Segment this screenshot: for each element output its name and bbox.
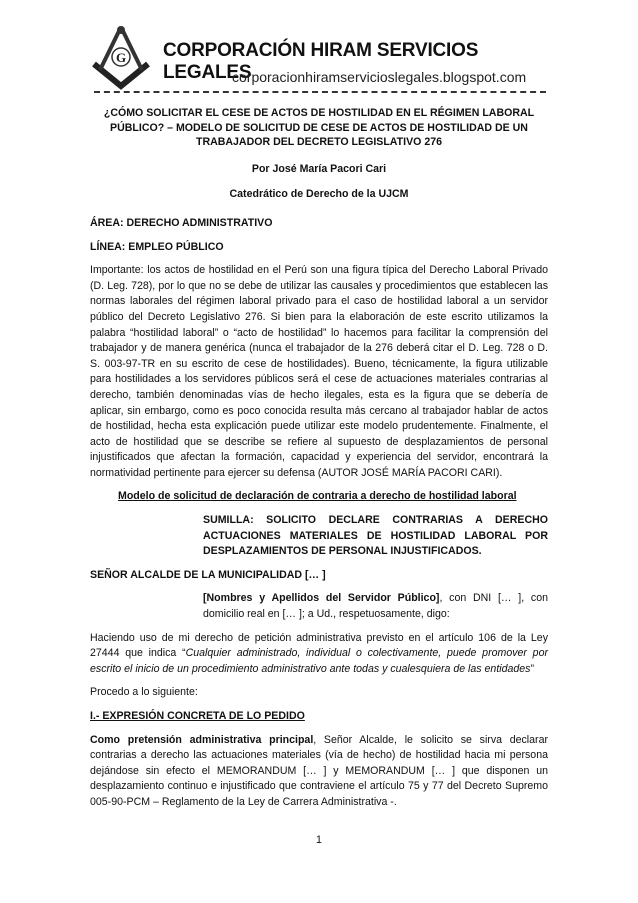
pretension-text: , Señor Alcalde, le solicito se sirva declarar contrarias a derecho las actuaciones materiales (vía de hecho) de hostilidad hacia mi persona dejándose sin efecto el MEMORANDUM [… ] y MEMORANDUM [… ] que disponen un desplazamiento continuo e injustificado que contraviene el artículo 75 y 77 del Decreto Supremo 005-90-PCM – Reglamento de la Ley de Carrera Administrativa -. bbox=[90, 733, 548, 808]
document-title: ¿CÓMO SOLICITAR EL CESE DE ACTOS DE HOSTILIDAD EN EL RÉGIMEN LABORAL PÚBLICO? – MODELO DE SOLICITUD DE CESE DE ACTOS DE HOSTILIDAD DE UN TRABAJADOR DEL DECRETO LEGISLATIVO 276 bbox=[103, 107, 535, 149]
pretension-paragraph bbox=[90, 733, 548, 811]
author-role: Catedrático de Derecho de la UJCM bbox=[229, 188, 409, 201]
sumilla-block: SUMILLA: SOLICITO DECLARE CONTRARIAS A DERECHO ACTUACIONES MATERIALES DE HOSTILIDAD LABORAL POR DESPLAZAMIENTOS DE PERSONAL INJUSTIFICADOS. bbox=[203, 514, 548, 558]
section-heading: I.- EXPRESIÓN CONCRETA DE LO PEDIDO bbox=[90, 710, 305, 722]
author-line: Por José María Pacori Cari bbox=[251, 162, 387, 175]
petition-close: ” bbox=[530, 662, 535, 675]
model-title: Modelo de solicitud de declaración de contraria a derecho de hostilidad laboral bbox=[118, 490, 517, 503]
sender-details: , con DNI [… ], con domicilio real en [… ]; a Ud., respetuosamente, digo: bbox=[203, 592, 548, 621]
proceed-line: Procedo a lo siguiente: bbox=[90, 686, 198, 699]
sender-name: [Nombres y Apellidos del Servidor Público] bbox=[203, 592, 440, 605]
pretension-label: Como pretensión administrativa principal bbox=[90, 733, 314, 746]
petition-quote: Cualquier administrado, individual o colectivamente, puede promover por escrito el inicio de un procedimiento administrativo ante todas y cualesquiera de las entidades bbox=[90, 647, 548, 675]
brand-url[interactable]: corporacionhiramservicioslegales.blogspot.com bbox=[232, 69, 527, 85]
document-body bbox=[90, 106, 548, 819]
importante-paragraph: Importante: los actos de hostilidad en el Perú son una figura típica del Derecho Laboral Privado (D. Leg. 728), por lo que no se debe de utilizar las causales y procedimientos que establecen las normas laborales del régimen laboral privado para el caso de hostilidad laboral a un servidor público del Decreto Legislativo 276. Si bien para la elaboración de este escrito utilizamos la palabra “hostilidad laboral” o “acto de hostilidad” lo hacemos para facilitar la comprensión del trabajador y de manera genérica (nunca el trabajador de la 276 deberá citar el D. Leg. 728 o D. S. 003-97-TR en su escrito de cese de hostilidades). Bueno, técnicamente, la figura utilizable para hostilidades a los servidores públicos será el cese de actuaciones materiales contrarias al derecho, también denominadas vías de hecho ilegales, esta es la figura que se debería de aplicar, sin embargo, como es poco conocida resulta más cercano al trabajador hablar de actos de hostilidad, hecha esta explicación puede utilizar este modelo prudentemente. Finalmente, el acto de hostilidad que se describe se refiere al supuesto de desplazamientos de personal injustificados que afectan la formación, capacidad y experiencia del servidor, encontrará la normatividad pertinente para ejercer su defensa (AUTOR JOSÉ MARÍA PACORI CARI). bbox=[90, 264, 548, 479]
square-and-compass-icon bbox=[88, 24, 154, 90]
petition-paragraph bbox=[90, 631, 548, 678]
page-number: 1 bbox=[316, 834, 322, 846]
brand-title: CORPORACIÓN HIRAM SERVICIOS LEGALES bbox=[163, 40, 479, 83]
petition-intro: Haciendo uso de mi derecho de petición administrativa previsto en el artículo 106 de la Ley 27444 que indica “ bbox=[90, 631, 548, 660]
svg-text:G: G bbox=[115, 50, 127, 65]
sender-paragraph bbox=[203, 591, 548, 622]
header-divider bbox=[94, 91, 546, 93]
linea-label: LÍNEA: EMPLEO PÚBLICO bbox=[90, 240, 224, 253]
area-label: ÁREA: DERECHO ADMINISTRATIVO bbox=[90, 216, 273, 229]
addressee-line: SEÑOR ALCALDE DE LA MUNICIPALIDAD [… ] bbox=[90, 568, 326, 581]
